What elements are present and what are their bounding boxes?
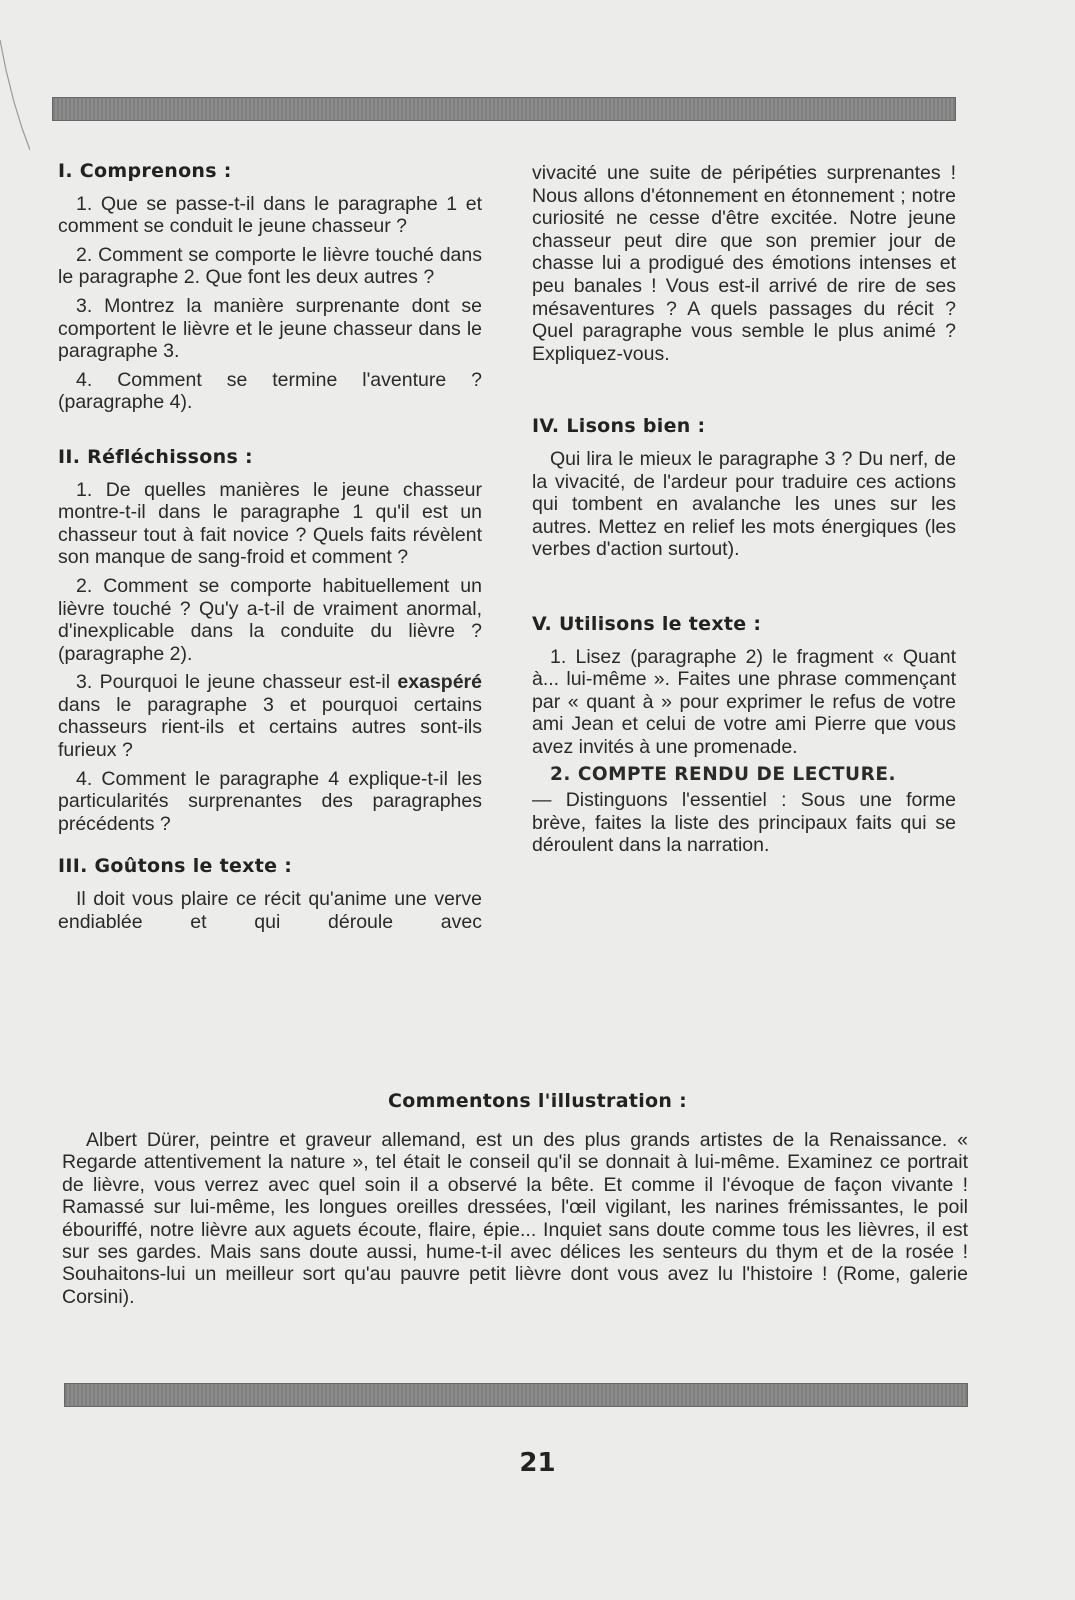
top-divider-bar [52, 97, 956, 121]
report-title: 2. COMPTE RENDU DE LECTURE. [550, 764, 896, 786]
section-title-goutons: III. Goûtons le texte : [58, 855, 293, 878]
goutons-paragraph-continued: vivacité une suite de péripéties surprenantes ! Nous allons d'étonnement en étonnement ; notre curiosité ne cesse d'être excitée. Notre jeune chasseur peut dire que son premier jour de chasse lui a prodigué des émotions intenses et peu banales ! Vous est-il arrivé de rire de ses mésaventures ? A quels passages du récit ? Quel paragraphe vous semble le plus animé ? Expliquez-vous. [532, 162, 956, 365]
reflechissons-q3-bold-word: exaspéré [397, 671, 482, 694]
reflechissons-q3 [58, 671, 482, 761]
right-column [532, 162, 956, 863]
section-title-reflechissons: II. Réfléchissons : [58, 445, 253, 468]
comprenons-q2: 2. Comment se comporte le lièvre touché dans le paragraphe 2. Que font les deux autres ? [58, 243, 482, 289]
illustration-text: Albert Dürer, peintre et graveur allemand, est un des plus grands artistes de la Renaissance. « Regarde attentivement la nature », tel était le conseil qu'il se donnait à lui-même. Examinez ce portrait de lièvre, vous verrez avec quel soin il a observé la bête. Et comme il l'évoque de façon vivante ! Ramassé sur lui-même, les longues oreilles dressées, l'œil vigilant, les narines frémissantes, le poil ébouriffé, notre lièvre aux aguets écoute, flaire, épie... Inquiet sans doute comme tous les lièvres, il est sur ses gardes. Mais sans doute aussi, hume-t-il avec délices les senteurs du thym et de la rosée ! Souhaitons-lui un meilleur sort qu'au pauvre petit lièvre dont vous avez lu l'histoire ! (Rome, galerie Corsini). [62, 1129, 968, 1308]
reflechissons-q2: 2. Comment se comporte habituellement un lièvre touché ? Qu'y a-t-il de vraiment anormal, d'inexplicable dans la conduite du lièvre ? (paragraphe 2). [58, 574, 482, 665]
section-title-comprenons: I. Comprenons : [58, 160, 232, 182]
reflechissons-q3-start: 3. Pourquoi le jeune chasseur est-il [76, 671, 398, 694]
utilisons-paragraph: 1. Lisez (paragraphe 2) le fragment « Quant à... lui-même ». Faites une phrase commençant par « quant à » pour exprimer le refus de votre ami Jean et celui de votre ami Pierre que vous avez invités à une promenade. [532, 645, 956, 758]
section-title-utilisons: V. Utilisons le texte : [532, 612, 762, 635]
reflechissons-q1: 1. De quelles manières le jeune chasseur montre-t-il dans le paragraphe 1 qu'il est un chasseur tout à fait novice ? Quels faits révèlent son manque de sang-froid et comment ? [58, 478, 482, 569]
reflechissons-q3-end: dans le paragraphe 3 et pourquoi certains chasseurs rient-ils et certains autres sont-ils furieux ? [58, 693, 482, 762]
illustration-title: Commentons l'illustration : [387, 1090, 688, 1112]
reflechissons-q4: 4. Comment le paragraphe 4 explique-t-il les particularités surprenantes des paragraphes précédents ? [58, 767, 482, 835]
left-column [58, 160, 482, 939]
section-title-lisons: IV. Lisons bien : [532, 415, 706, 438]
comprenons-q1: 1. Que se passe-t-il dans le paragraphe 1 et comment se conduit le jeune chasseur ? [58, 192, 482, 238]
lisons-paragraph: Qui lira le mieux le paragraphe 3 ? Du nerf, de la vivacité, de l'ardeur pour traduire ces actions qui tombent en avalanche les unes sur les autres. Mettez en relief les mots énergiques (les verbes d'action surtout). [532, 447, 956, 561]
bottom-divider-bar [64, 1383, 968, 1407]
goutons-paragraph-start: Il doit vous plaire ce récit qu'anime une verve endiablée et qui déroule avec [58, 888, 482, 933]
comprenons-q3: 3. Montrez la manière surprenante dont se comportent le lièvre et le jeune chasseur dans le paragraphe 3. [58, 294, 482, 363]
torn-corner [0, 40, 30, 160]
comprenons-q4: 4. Comment se termine l'aventure ? (paragraphe 4). [58, 368, 482, 414]
report-text: — Distinguons l'essentiel : Sous une forme brève, faites la liste des principaux faits qui se déroulent dans la narration. [532, 789, 956, 857]
page-number: 21 [519, 1448, 556, 1478]
